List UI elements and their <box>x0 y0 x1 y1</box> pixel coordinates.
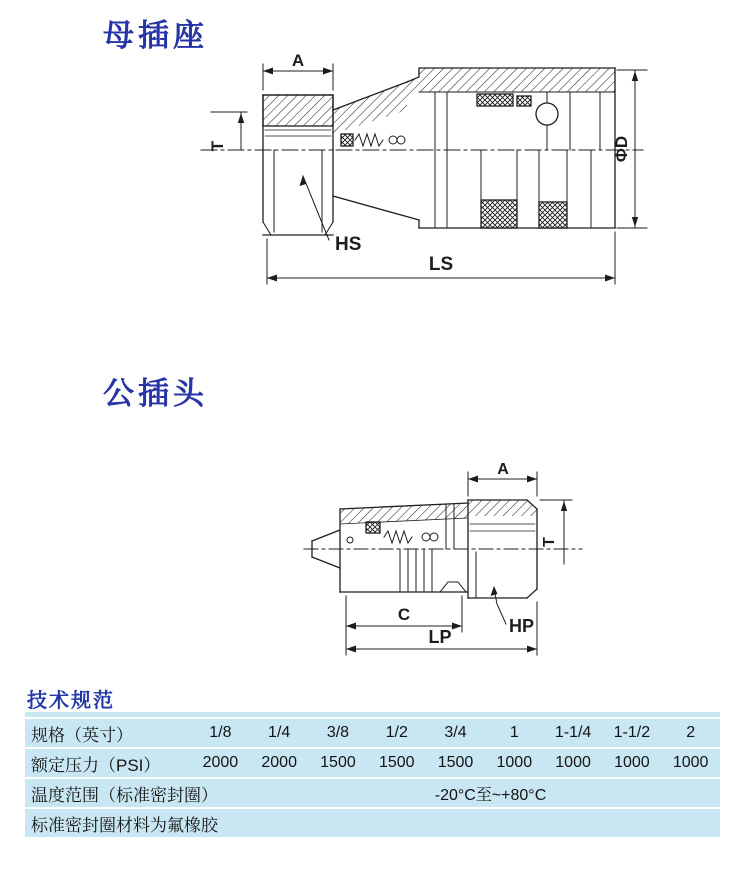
pressure-value-cell: 2000 <box>202 754 239 771</box>
pressure-value-cell: 1500 <box>320 754 356 771</box>
table-row-pressure <box>25 749 720 777</box>
male-dim-a-label: A <box>497 461 509 478</box>
female-dim-d-label: ΦD <box>612 135 631 163</box>
pressure-value-cell: 1000 <box>614 754 650 771</box>
table-top-strip <box>25 712 720 717</box>
pressure-value-cell: 2000 <box>261 754 297 771</box>
spec-value-cell: 1-1/4 <box>554 724 592 741</box>
female-part-hs-label: HS <box>335 234 362 255</box>
row-material-label: 标准密封圈材料为氟橡胶 <box>31 815 218 835</box>
female-socket-title: 母插座 <box>103 18 208 53</box>
pressure-value-cell: 1500 <box>378 754 415 771</box>
spec-value-cell: 1 <box>509 724 519 741</box>
male-dim-lp-label: LP <box>428 627 452 647</box>
female-dim-t-label: T <box>208 140 227 152</box>
spec-section-heading: 技术规范 <box>27 690 115 712</box>
spec-value-cell: 2 <box>686 724 696 741</box>
female-dim-a-label: A <box>291 51 305 70</box>
pressure-value-cell: 1500 <box>437 754 474 771</box>
male-dim-t-label: T <box>541 537 558 547</box>
male-plug-title: 公插头 <box>103 376 208 411</box>
spec-value-cell: 1/2 <box>385 724 408 741</box>
row-spec-label: 规格（英寸） <box>31 725 133 745</box>
female-dim-ls-label: LS <box>428 254 454 275</box>
table-row-spec <box>25 719 720 747</box>
male-dim-c-label: C <box>397 605 411 624</box>
pressure-value-cell: 1000 <box>672 754 709 771</box>
pressure-value-cell: 1000 <box>555 754 591 771</box>
pressure-value-cell: 1000 <box>496 754 533 771</box>
spec-value-cell: 1/4 <box>268 724 291 741</box>
female-drawing-geometry <box>201 64 647 284</box>
table-row-temperature <box>25 779 720 807</box>
spec-table <box>25 712 720 839</box>
row-temperature-label: 温度范围（标准密封圈） <box>31 785 218 805</box>
row-pressure-label: 额定压力（PSI） <box>31 755 161 775</box>
spec-value-cell: 1/8 <box>209 724 232 741</box>
spec-value-cell: 3/8 <box>326 724 350 741</box>
female-socket-drawing <box>195 50 665 300</box>
table-row-material <box>25 809 720 837</box>
male-plug-drawing <box>300 452 600 667</box>
temperature-range-value: -20°C至~+80°C <box>434 786 547 804</box>
spec-value-cell: 1-1/2 <box>613 724 651 741</box>
spec-value-cell: 3/4 <box>444 724 467 741</box>
male-part-hp-label: HP <box>509 616 535 636</box>
